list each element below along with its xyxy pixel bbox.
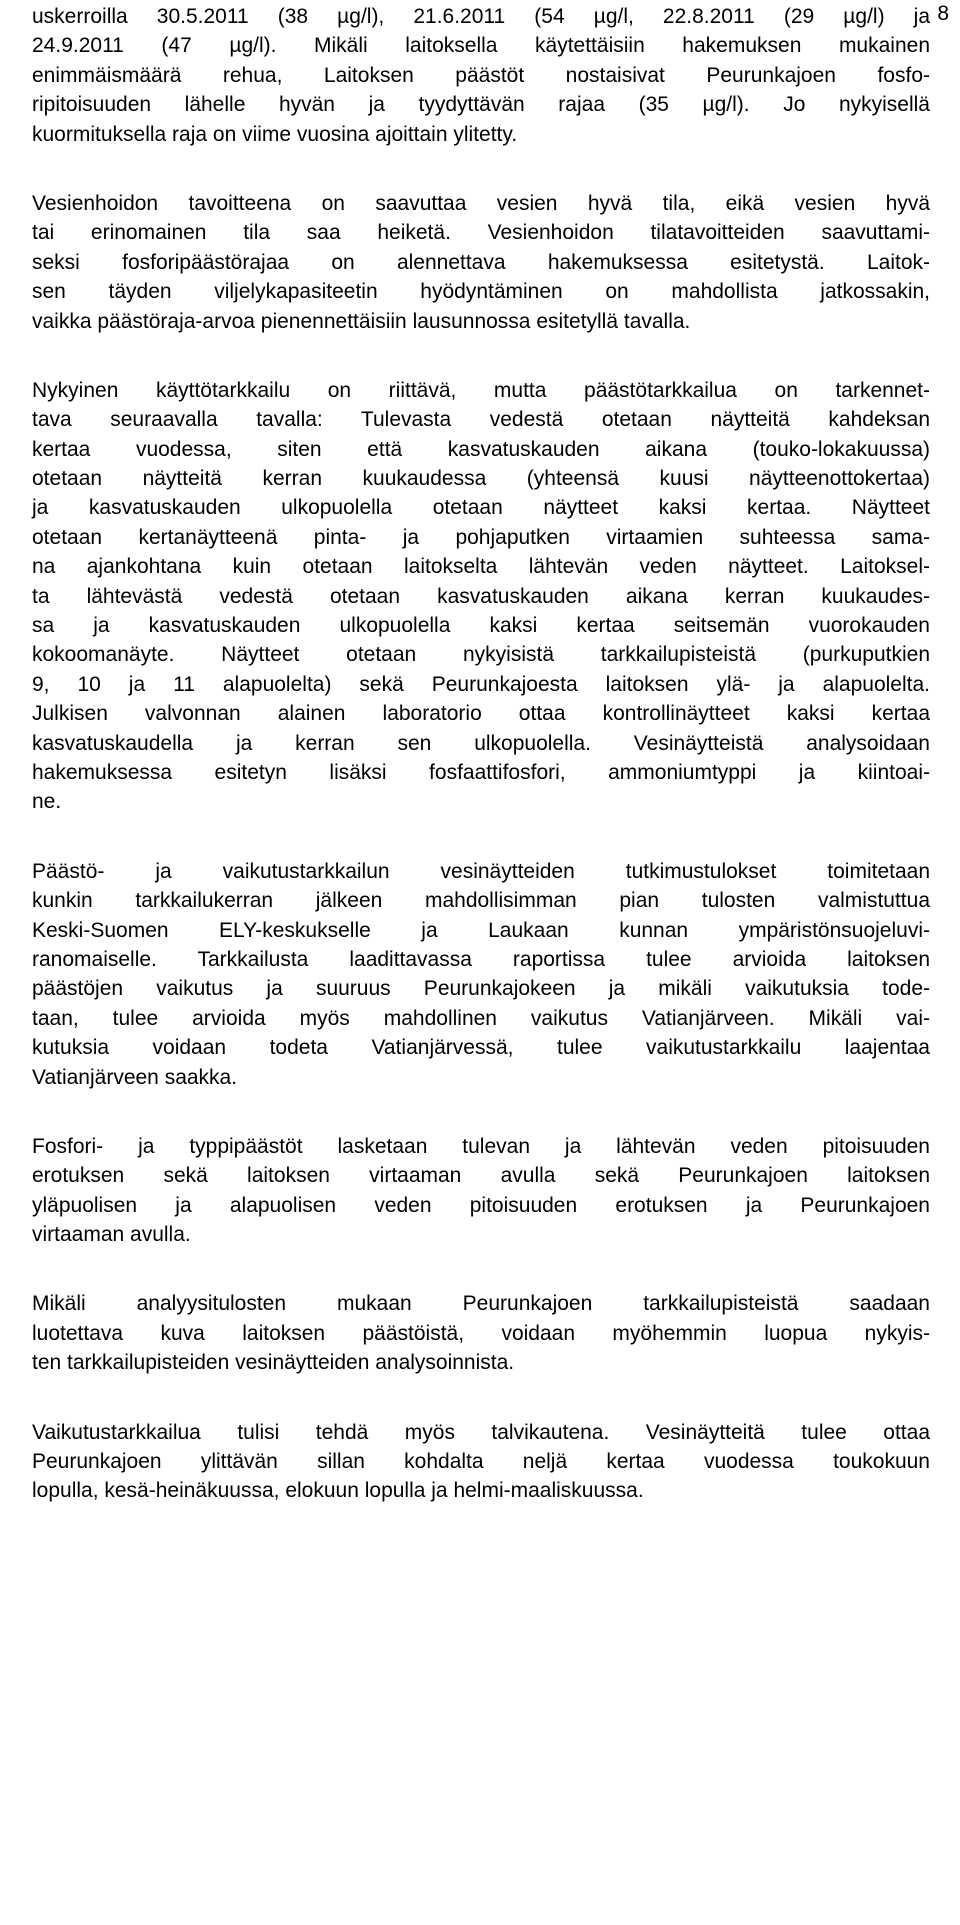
text-line: Vatianjärveen saakka. — [32, 1065, 238, 1089]
text-line: Vesienhoidon tavoitteena on saavuttaa vesien hyvä tila, eikä vesien hyvä — [32, 191, 930, 215]
text-line: lopulla, kesä-heinäkuussa, elokuun lopulla ja helmi-maaliskuussa. — [32, 1479, 644, 1503]
text-line: erotuksen sekä laitoksen virtaaman avulla sekä Peurunkajoen laitoksen — [32, 1164, 930, 1188]
paragraph-4 — [32, 857, 930, 1092]
page-number: 8 — [937, 2, 949, 25]
text-line: 9, 10 ja 11 alapuolelta) sekä Peurunkajoesta laitoksen ylä- ja alapuolelta. — [32, 672, 930, 696]
text-line: yläpuolisen ja alapuolisen veden pitoisuuden erotuksen ja Peurunkajoen — [32, 1193, 930, 1217]
text-line: Keski-Suomen ELY-keskukselle ja Laukaan kunnan ympäristönsuojeluvi- — [32, 918, 930, 942]
text-line: otetaan näytteitä kerran kuukaudessa (yhteensä kuusi näytteenottokertaa) — [32, 467, 930, 491]
text-line: ten tarkkailupisteiden vesinäytteiden analysoinnista. — [32, 1351, 515, 1375]
text-line: ta lähtevästä vedestä otetaan kasvatuskauden aikana kerran kuukaudes- — [32, 584, 930, 608]
text-line: sa ja kasvatuskauden ulkopuolella kaksi kertaa seitsemän vuorokauden — [32, 614, 930, 638]
text-line: enimmäismäärä rehua, Laitoksen päästöt nostaisivat Peurunkajoen fosfo- — [32, 63, 930, 87]
text-line: Nykyinen käyttötarkkailu on riittävä, mutta päästötarkkailua on tarkennet- — [32, 378, 930, 402]
text-line: Päästö- ja vaikutustarkkailun vesinäytteiden tutkimustulokset toimitetaan — [32, 859, 930, 883]
text-line: päästöjen vaikutus ja suuruus Peurunkajokeen ja mikäli vaikutuksia tode- — [32, 977, 930, 1001]
text-line: kuormituksella raja on viime vuosina ajoittain ylitetty. — [32, 122, 518, 146]
text-line: ne. — [32, 790, 62, 814]
text-line: uskerroilla 30.5.2011 (38 µg/l), 21.6.2011 (54 µg/l, 22.8.2011 (29 µg/l) ja — [32, 5, 930, 28]
text-line: Julkisen valvonnan alainen laboratorio ottaa kontrollinäytteet kaksi kertaa — [32, 702, 930, 726]
text-line: sen täyden viljelykapasiteetin hyödyntäminen on mahdollista jatkossakin, — [32, 280, 930, 304]
text-line: luotettava kuva laitoksen päästöistä, voidaan myöhemmin luopua nykyis- — [32, 1321, 930, 1345]
text-line: 24.9.2011 (47 µg/l). Mikäli laitoksella käytettäisiin hakemuksen mukainen — [32, 34, 930, 58]
paragraph-2 — [32, 189, 930, 336]
text-line: otetaan kertanäytteenä pinta- ja pohjaputken virtaamien suhteessa sama- — [32, 525, 930, 549]
text-line: kokoomanäyte. Näytteet otetaan nykyisistä tarkkailupisteistä (purkuputkien — [32, 643, 930, 667]
text-line: kutuksia voidaan todeta Vatianjärvessä, tulee vaikutustarkkailu laajentaa — [32, 1036, 930, 1060]
text-line: seksi fosforipäästörajaa on alennettava hakemuksessa esitetystä. Laitok- — [32, 250, 930, 274]
text-line: tai erinomainen tila saa heiketä. Vesienhoidon tilatavoitteiden saavuttami- — [32, 221, 930, 245]
paragraph-7 — [32, 1418, 930, 1506]
text-line: kunkin tarkkailukerran jälkeen mahdollisimman pian tulosten valmistuttua — [32, 889, 930, 913]
paragraph-3 — [32, 376, 930, 817]
text-line: tava seuraavalla tavalla: Tulevasta vedestä otetaan näytteitä kahdeksan — [32, 408, 930, 432]
text-line: ripitoisuuden lähelle hyvän ja tyydyttävän rajaa (35 µg/l). Jo nykyisellä — [32, 93, 930, 117]
text-line: taan, tulee arvioida myös mahdollinen vaikutus Vatianjärveen. Mikäli vai- — [32, 1006, 930, 1030]
text-line: Mikäli analyysitulosten mukaan Peurunkajoen tarkkailupisteistä saadaan — [32, 1292, 930, 1316]
text-line: hakemuksessa esitetyn lisäksi fosfaattifosfori, ammoniumtyppi ja kiintoai- — [32, 760, 930, 784]
text-line: Vaikutustarkkailua tulisi tehdä myös talvikautena. Vesinäytteitä tulee ottaa — [32, 1420, 930, 1444]
text-line: Fosfori- ja typpipäästöt lasketaan tulevan ja lähtevän veden pitoisuuden — [32, 1134, 930, 1158]
paragraph-6 — [32, 1289, 930, 1377]
text-line: vaikka päästöraja-arvoa pienennettäisiin lausunnossa esitetyllä tavalla. — [32, 309, 691, 333]
text-line: ja kasvatuskauden ulkopuolella otetaan näytteet kaksi kertaa. Näytteet — [32, 496, 930, 520]
text-line: Peurunkajoen ylittävän sillan kohdalta neljä kertaa vuodessa toukokuun — [32, 1450, 930, 1474]
text-line: virtaaman avulla. — [32, 1223, 191, 1247]
text-line: kasvatuskaudella ja kerran sen ulkopuolella. Vesinäytteistä analysoidaan — [32, 731, 930, 755]
paragraph-5 — [32, 1132, 930, 1250]
text-line: ranomaiselle. Tarkkailusta laadittavassa raportissa tulee arvioida laitoksen — [32, 947, 930, 971]
paragraph-1 — [32, 2, 930, 149]
text-line: kertaa vuodessa, siten että kasvatuskauden aikana (touko-lokakuussa) — [32, 437, 930, 461]
text-line: na ajankohtana kuin otetaan laitokselta lähtevän veden näytteet. Laitoksel- — [32, 555, 930, 579]
document-body — [32, 2, 930, 1546]
